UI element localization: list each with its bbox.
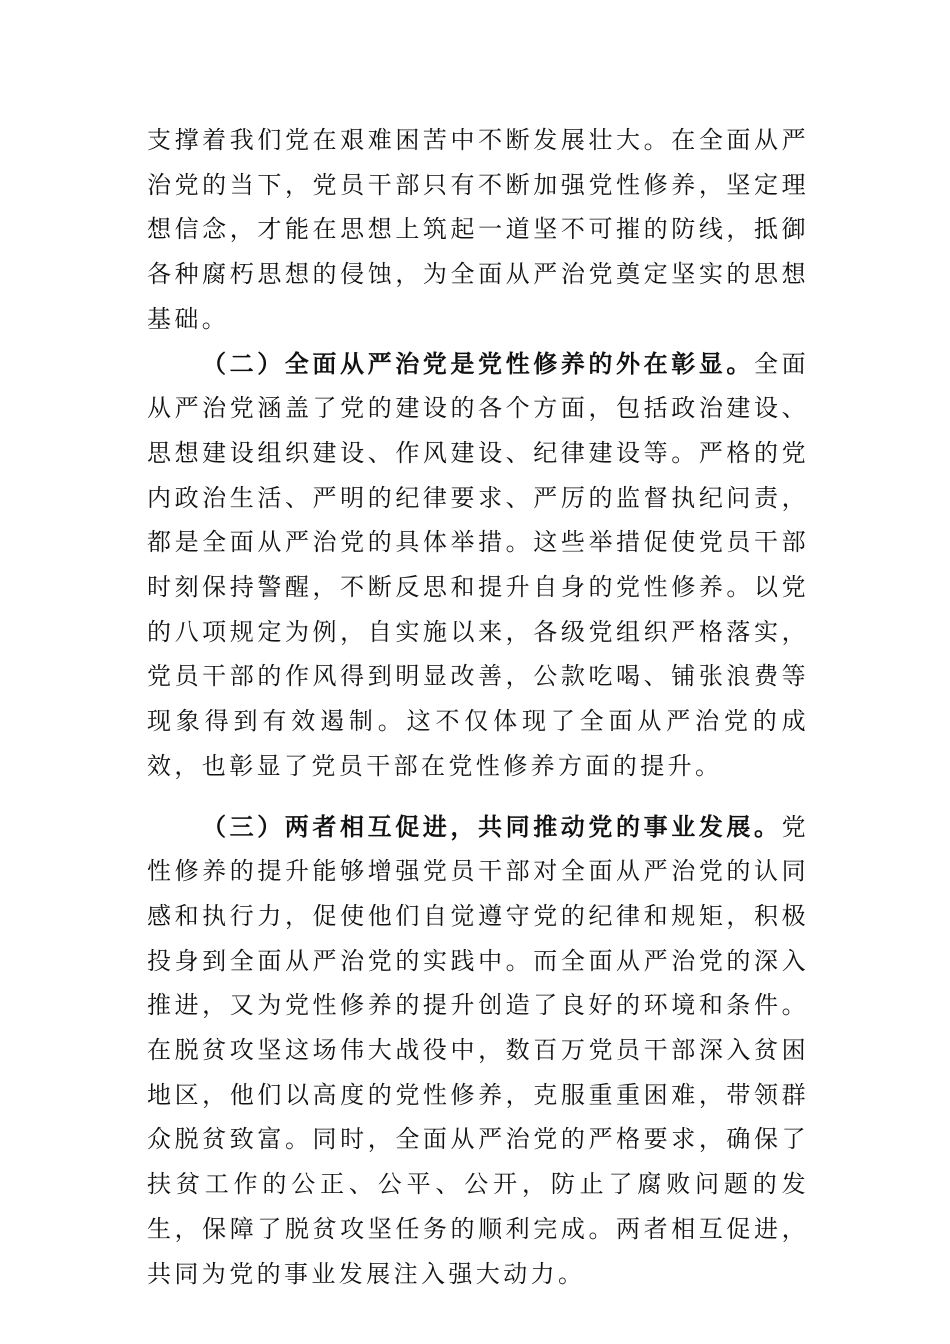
section-2-text: 全面从严治党涵盖了党的建设的各个方面，包括政治建设、思想建设组织建设、作风建设、纪律建设等。严格的党内政治生活、严明的纪律要求、严厉的监督执纪问责，都是全面从严治党的具体举措。这些举措促使党员干部时刻保持警醒，不断反思和提升自身的党性修养。以党的八项规定为例，自实施以来，各级党组织严格落实，党员干部的作风得到明显改善，公款吃喝、铺张浪费等现象得到有效遏制。这不仅体现了全面从严治党的成效，也彰显了党员干部在党性修养方面的提升。 (147, 349, 809, 780)
paragraph-continuation (147, 118, 809, 342)
paragraph-1-text: 支撑着我们党在艰难困苦中不断发展壮大。在全面从严治党的当下，党员干部只有不断加强党性修养，坚定理想信念，才能在思想上筑起一道坚不可摧的防线，抵御各种腐朽思想的侵蚀，为全面从严治党奠定坚实的思想基础。 (147, 126, 809, 333)
paragraph-section-3 (147, 805, 809, 1297)
section-2-heading: （二）全面从严治党是党性修养的外在彰显。 (202, 348, 754, 378)
section-3-text: 党性修养的提升能够增强党员干部对全面从严治党的认同感和执行力，促使他们自觉遵守党的纪律和规矩，积极投身到全面从严治党的实践中。而全面从严治党的深入推进，又为党性修养的提升创造了良好的环境和条件。在脱贫攻坚这场伟大战役中，数百万党员干部深入贫困地区，他们以高度的党性修养，克服重重困难，带领群众脱贫致富。同时，全面从严治党的严格要求，确保了扶贫工作的公正、公平、公开，防止了腐败问题的发生，保障了脱贫攻坚任务的顺利完成。两者相互促进，共同为党的事业发展注入强大动力。 (147, 812, 809, 1288)
section-3-heading: （三）两者相互促进，共同推动党的事业发展。 (202, 811, 782, 841)
paragraph-section-2 (147, 342, 809, 789)
document-body (147, 118, 809, 1296)
